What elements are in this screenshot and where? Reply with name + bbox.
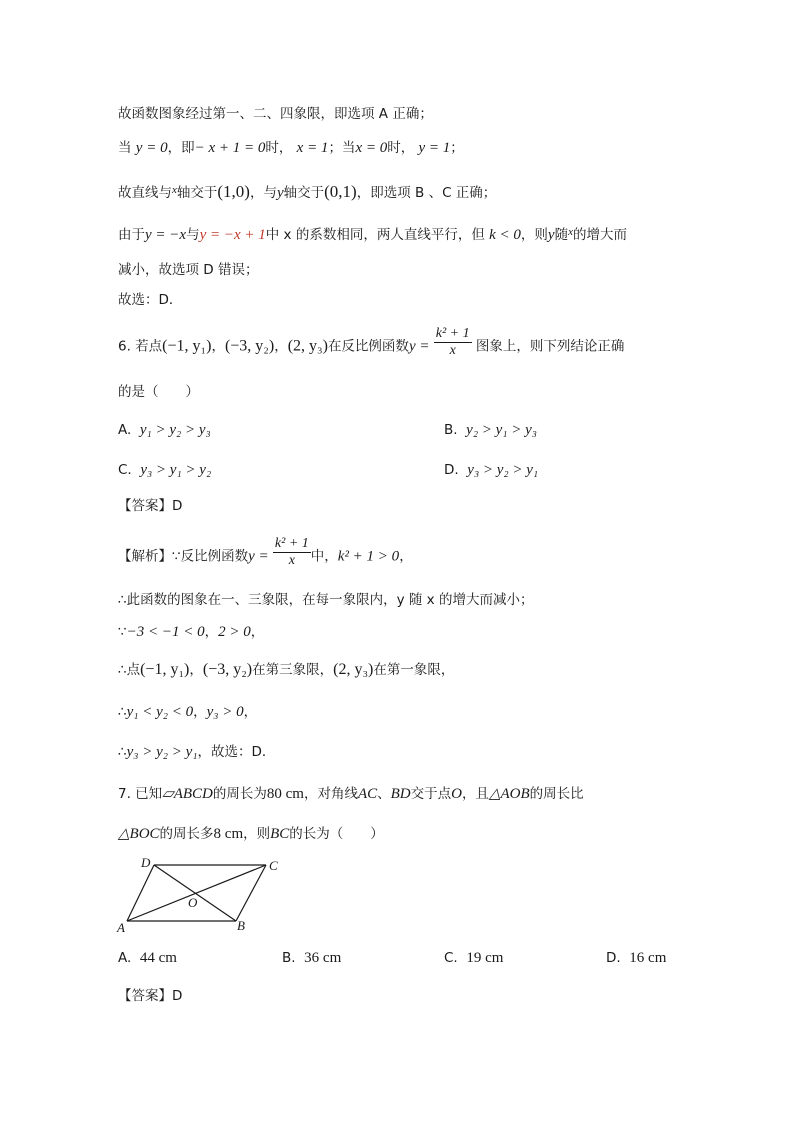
text: 当	[118, 140, 132, 156]
math-highlight: y = −x + 1	[199, 227, 266, 243]
option-text: 16 cm	[629, 950, 667, 966]
text: ，且	[461, 786, 489, 802]
text: ，	[274, 338, 288, 355]
math: O	[451, 786, 462, 802]
option-text: 44 cm	[139, 950, 177, 966]
parallelogram-figure	[114, 852, 294, 934]
fraction-denominator: x	[288, 553, 295, 568]
text: 7. 已知	[118, 786, 163, 802]
fraction	[434, 326, 472, 359]
label-d: D	[141, 855, 151, 870]
option-text: y₁ > y₂ > y₃	[139, 422, 211, 438]
fraction-denominator: x	[449, 343, 456, 358]
label-a: A	[117, 920, 125, 934]
math: −3 < −1 < 0	[126, 624, 205, 640]
text: 与	[186, 227, 200, 243]
text: ，	[204, 624, 219, 640]
q7-option-c[interactable]	[444, 948, 503, 968]
math: y =	[408, 338, 430, 355]
math: AC	[357, 786, 378, 802]
q7-option-a[interactable]	[118, 948, 177, 968]
math: y	[276, 185, 284, 201]
fraction-numerator: k² + 1	[274, 536, 309, 551]
q6-option-a[interactable]	[118, 420, 211, 440]
math: (2, y₃)	[333, 661, 374, 678]
math: k² + 1 > 0	[337, 548, 400, 565]
solution-line-4	[118, 222, 627, 245]
text: ；当	[328, 140, 356, 156]
text: 时，	[265, 140, 293, 156]
text: ，则	[520, 227, 548, 243]
math: ▱ABCD	[162, 786, 213, 802]
text: 中 x 的系数相同，两人直线平行，但	[265, 227, 485, 243]
option-letter: D.	[444, 462, 459, 478]
math: x	[172, 184, 177, 196]
text: 的增大而	[572, 227, 627, 243]
text: 在第一象限，	[373, 662, 455, 678]
math: y₃ > 0	[206, 704, 244, 720]
math: x = 1	[296, 140, 329, 156]
text: 时，	[387, 140, 415, 156]
text: ，与	[249, 185, 277, 201]
text: 随	[554, 227, 569, 243]
q6-analysis-line2	[118, 622, 264, 642]
text: ，	[211, 338, 225, 355]
text: 6. 若点	[118, 338, 163, 355]
math: k < 0	[489, 227, 521, 243]
option-letter: A.	[118, 950, 132, 966]
solution-text: 故函数图象经过第一、二、四象限，即选项 A 正确；	[118, 106, 433, 122]
math: y	[547, 227, 555, 243]
math: (−3, y₂)	[224, 337, 275, 355]
text: 的周长为	[212, 786, 267, 802]
q6-analysis-line5	[118, 742, 275, 762]
math: 80 cm	[266, 786, 304, 802]
q6-option-b[interactable]	[444, 420, 537, 440]
text: ，	[243, 704, 258, 720]
option-text: y₃ > y₁ > y₂	[140, 462, 212, 478]
option-text: y₂ > y₁ > y₃	[466, 422, 538, 438]
math: 8 cm	[213, 826, 244, 842]
text: 在反比例函数	[327, 338, 409, 355]
math: y₁ < y₂ < 0	[126, 704, 194, 720]
q6-option-d[interactable]	[444, 460, 538, 480]
q6-option-c[interactable]	[118, 460, 211, 480]
label-b: B	[237, 918, 245, 933]
math: x	[568, 226, 573, 238]
math: BD	[390, 786, 411, 802]
text: 的周长多	[159, 826, 214, 842]
math: 2 > 0	[218, 624, 251, 640]
text: 减小，故选项 D 错误；	[118, 262, 259, 278]
solution-line-5	[118, 260, 258, 280]
math: △BOC	[118, 826, 160, 842]
math: y₃ > y₂ > y₁	[126, 744, 198, 760]
math: y = 0	[135, 140, 168, 156]
option-text: 19 cm	[466, 950, 504, 966]
math: (−3, y₂)	[202, 661, 253, 678]
math: x = 0	[355, 140, 388, 156]
text: ∴此函数的图象在一、三象限，在每一象限内，y 随 x 的增大而减小；	[118, 592, 534, 608]
text: ，	[193, 704, 207, 720]
option-letter: C.	[444, 950, 458, 966]
math: (1,0)	[217, 182, 250, 201]
edge-da	[127, 865, 154, 921]
diagonal-ac	[127, 865, 266, 921]
q7-option-d[interactable]	[606, 948, 666, 968]
text: ∴点	[118, 662, 141, 678]
option-letter: B.	[444, 422, 458, 438]
q6-analysis	[118, 536, 413, 569]
option-letter: D.	[606, 950, 621, 966]
text: 的是（ ）	[118, 384, 199, 400]
text: 的周长比	[529, 786, 584, 802]
q7-option-b[interactable]	[282, 948, 341, 968]
q6-analysis-line4	[118, 702, 257, 722]
q7-answer	[118, 986, 182, 1006]
math: (0,1)	[324, 182, 357, 201]
option-letter: B.	[282, 950, 296, 966]
text: 图象上，则下列结论正确	[475, 338, 625, 355]
text: 【解析】∵反比例函数	[118, 548, 249, 565]
label-c: C	[269, 858, 278, 873]
math: y =	[248, 548, 269, 565]
text: 的长为（ ）	[289, 826, 384, 842]
text: 由于	[118, 227, 145, 243]
math: y = 1	[418, 140, 451, 156]
math: △AOB	[488, 786, 530, 802]
text: ，	[189, 662, 203, 678]
text: 交于点	[410, 786, 452, 802]
math: − x + 1 = 0	[194, 140, 266, 156]
q6-stem-line2	[118, 382, 199, 402]
math: y = −x	[145, 227, 187, 243]
diagonal-bd	[154, 865, 236, 921]
text: ，即	[167, 140, 195, 156]
text: ，对角线	[303, 786, 358, 802]
option-text: y₃ > y₂ > y₁	[467, 462, 539, 478]
q6-stem	[118, 326, 625, 359]
fraction	[273, 536, 311, 569]
text: ，则	[243, 826, 271, 842]
q6-analysis-line3	[118, 660, 454, 680]
text: ，	[399, 548, 413, 565]
math: (−1, y₁)	[162, 337, 212, 355]
text: 中，	[310, 548, 338, 565]
text: ；	[450, 140, 464, 156]
math: (2, y₃)	[287, 337, 328, 355]
solution-line-1	[118, 104, 433, 124]
q6-analysis-line1	[118, 590, 533, 610]
q7-stem-line2	[118, 824, 384, 844]
option-text: 36 cm	[304, 950, 342, 966]
text: ∴	[118, 744, 127, 760]
solution-line-2	[118, 138, 464, 158]
option-letter: C.	[118, 462, 132, 478]
text: ，即选项 B 、C 正确；	[356, 185, 497, 201]
option-letter: A.	[118, 422, 132, 438]
answer-text: 【答案】D	[118, 988, 183, 1004]
label-o: O	[188, 895, 198, 910]
text: ∵	[118, 624, 127, 640]
text: ∴	[118, 704, 127, 720]
text: 轴交于	[176, 185, 218, 201]
text: ，	[250, 624, 265, 640]
answer-text: 【答案】D	[118, 498, 183, 514]
text: 、	[377, 786, 391, 802]
solution-line-6	[118, 290, 182, 310]
text: 故直线与	[118, 185, 172, 201]
fraction-numerator: k² + 1	[435, 326, 470, 341]
edge-bc	[236, 865, 266, 921]
solution-line-3	[118, 180, 496, 203]
math: (−1, y₁)	[140, 661, 190, 678]
text: 在第三象限，	[252, 662, 334, 678]
text: ，故选：D．	[197, 744, 276, 760]
q6-answer	[118, 496, 182, 516]
q7-stem	[118, 784, 584, 804]
text: 轴交于	[283, 185, 325, 201]
math: BC	[270, 826, 290, 842]
text: 故选：D．	[118, 292, 183, 308]
